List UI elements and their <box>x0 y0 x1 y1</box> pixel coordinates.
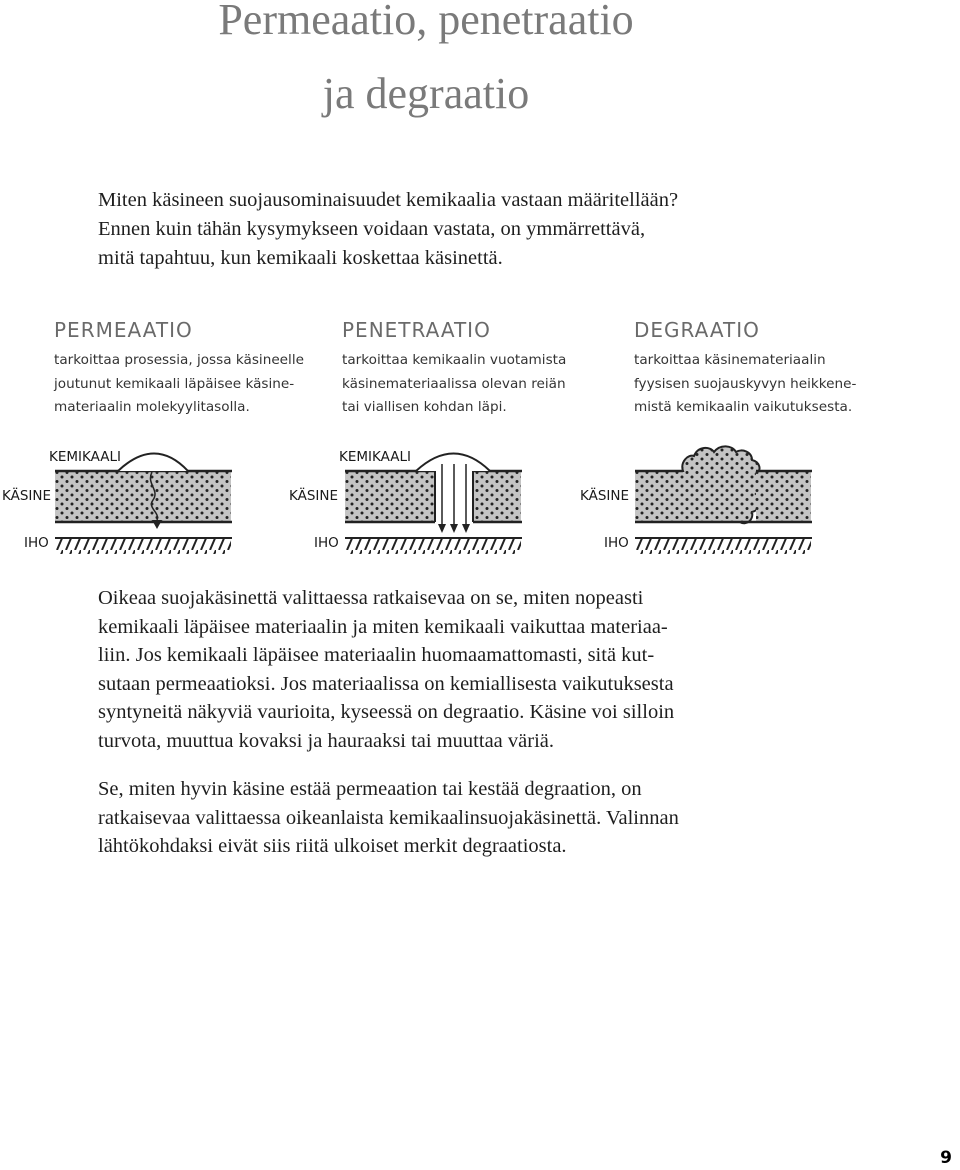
chemical-droplet <box>118 454 188 472</box>
intro-line: Miten käsineen suojausominaisuudet kemikaalia vastaan määritellään? <box>98 189 679 211</box>
permeation-diagram <box>0 438 250 563</box>
skin-hatch <box>55 538 231 554</box>
definition-line: tarkoittaa käsinemateriaalin <box>634 352 826 368</box>
body-line: kemikaali läpäisee materiaalin ja miten kemikaali vaikuttaa materiaa- <box>98 615 668 638</box>
body-line: sutaan permeaatioksi. Jos materiaalissa on kemiallisesta vaikutuksesta <box>98 672 674 695</box>
body-line: lähtökohdaksi eivät siis riitä ulkoiset merkit degraatiosta. <box>98 835 567 857</box>
chemical-label-penetration: KEMIKAALI <box>339 449 411 465</box>
penetration-arrowhead <box>438 524 446 533</box>
definition-permeaatio <box>54 316 324 420</box>
penetration-arrowhead <box>450 524 458 533</box>
body-text <box>98 584 818 861</box>
definition-heading: PERMEAATIO <box>54 318 193 342</box>
glove-layer-left <box>345 472 435 522</box>
page-title-line-2: ja degraatio <box>322 69 530 118</box>
body-line: liin. Jos kemikaali läpäisee materiaalin huomaamattomasti, sitä kut- <box>98 644 655 666</box>
paragraph-gap <box>98 755 818 775</box>
definition-line: fyysisen suojauskyvyn heikkene- <box>634 375 857 392</box>
intro-line: Ennen kuin tähän kysymykseen voidaan vastata, on ymmärrettävä, <box>98 218 646 240</box>
definition-line: tarkoittaa prosessia, jossa käsineelle <box>54 352 304 368</box>
definition-line: materiaalin molekyylitasolla. <box>54 399 250 415</box>
permeation-arrowhead <box>152 520 162 529</box>
skin-hatch <box>345 538 521 554</box>
intro-line: mitä tapahtuu, kun kemikaali koskettaa käsinettä. <box>98 247 503 269</box>
page-title-line-1: Permeaatio, penetraatio <box>218 0 634 44</box>
page-number: 9 <box>940 1148 952 1168</box>
glove-label-degradation: KÄSINE <box>580 488 630 504</box>
skin-label-degradation: IHO <box>604 535 629 551</box>
definition-line: tarkoittaa kemikaalin vuotamista <box>342 352 567 368</box>
definition-line: käsinemateriaalissa olevan reiän <box>342 375 566 392</box>
body-line: Se, miten hyvin käsine estää permeaation tai kestää degraation, on <box>98 778 642 800</box>
body-line: Oikeaa suojakäsinettä valittaessa ratkaisevaa on se, miten nopeasti <box>98 587 644 609</box>
chemical-droplet <box>416 454 490 472</box>
definition-heading: DEGRAATIO <box>634 318 760 342</box>
body-line: ratkaisevaa valittaessa oikeanlaista kemikaalinsuojakäsinettä. Valinnan <box>98 806 679 829</box>
glove-layer-right <box>756 472 811 522</box>
skin-hatch <box>635 538 811 554</box>
definition-degraatio <box>634 316 904 420</box>
glove-layer <box>55 472 231 522</box>
glove-layer-right <box>473 472 521 522</box>
definition-line: tai viallisen kohdan läpi. <box>342 399 507 415</box>
definition-heading: PENETRAATIO <box>342 318 491 342</box>
chemical-label-permeation: KEMIKAALI <box>49 449 121 465</box>
penetration-arrowhead <box>462 524 470 533</box>
definition-penetraatio <box>342 316 612 420</box>
penetration-diagram <box>290 438 540 563</box>
skin-label-penetration: IHO <box>314 535 339 551</box>
body-line: syntyneitä näkyviä vaurioita, kyseessä on degraatio. Käsine voi silloin <box>98 701 675 723</box>
intro-paragraph <box>98 186 798 273</box>
body-line: turvota, muuttua kovaksi ja hauraaksi tai muuttaa väriä. <box>98 729 554 752</box>
degradation-diagram <box>580 438 830 563</box>
definition-line: joutunut kemikaali läpäisee käsine- <box>54 375 295 392</box>
glove-label-penetration: KÄSINE <box>289 488 339 504</box>
glove-label-permeation: KÄSINE <box>2 488 52 504</box>
skin-label-permeation: IHO <box>24 535 49 551</box>
definition-line: mistä kemikaalin vaikutuksesta. <box>634 399 853 415</box>
swollen-glove-layer <box>635 446 761 523</box>
